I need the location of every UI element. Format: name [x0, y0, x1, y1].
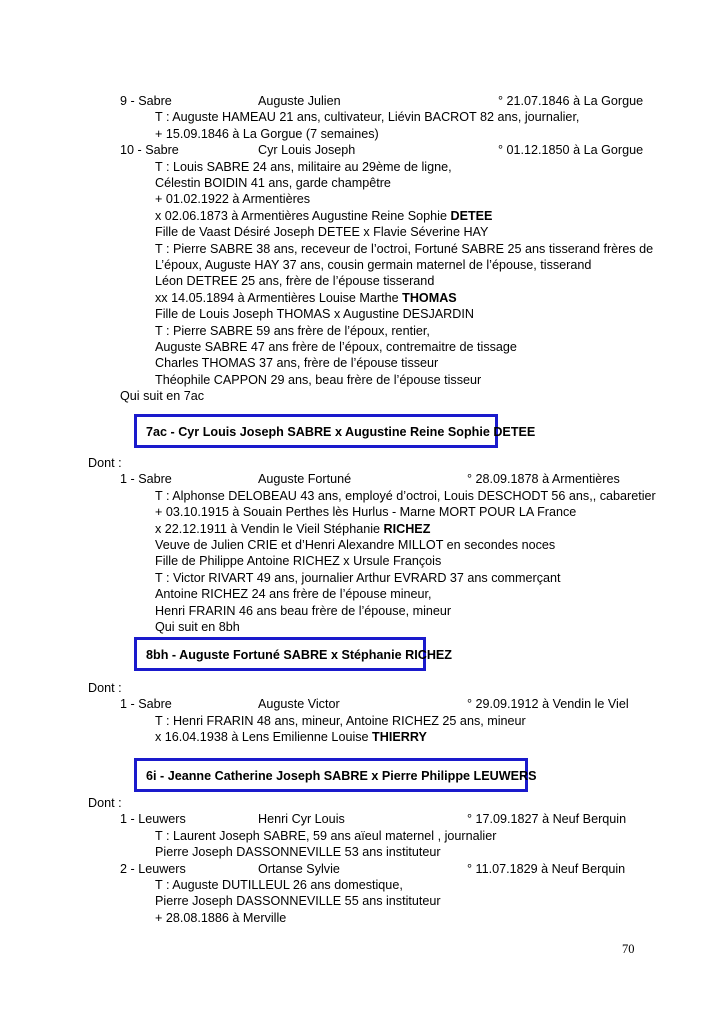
- line-text: + 28.08.1886 à Merville: [155, 910, 287, 925]
- entry-birth: ° 17.09.1827 à Neuf Berquin: [467, 812, 627, 827]
- text-line: [155, 844, 441, 860]
- line-text: T : Louis SABRE 24 ans, militaire au 29ème de ligne,: [155, 159, 452, 174]
- entry-number: 10 - Sabre: [120, 143, 179, 158]
- line-text: x 02.06.1873 à Armentières Augustine Reine Sophie: [155, 208, 451, 223]
- section-header-box: [134, 758, 537, 792]
- line-text: + 01.02.1922 à Armentières: [155, 192, 311, 207]
- text-line: [155, 306, 474, 322]
- text-line: [155, 713, 526, 729]
- entry-birth: ° 01.12.1850 à La Gorgue: [498, 143, 644, 158]
- entry-number: 9 - Sabre: [120, 94, 172, 108]
- entry-birth: ° 28.09.1878 à Armentières: [467, 472, 620, 487]
- line-text: Qui suit en 8bh: [155, 620, 240, 634]
- text-line: [155, 893, 441, 909]
- text-line: [155, 553, 441, 569]
- text-line: [88, 795, 122, 811]
- line-text: Charles THOMAS 37 ans, frère de l’épouse tisseur: [155, 356, 439, 371]
- section-header-box: [134, 637, 453, 671]
- line-text: Antoine RICHEZ 24 ans frère de l’épouse mineur,: [155, 587, 432, 602]
- text-line: [155, 877, 403, 893]
- spouse-surname: DETEE: [450, 208, 493, 223]
- text-line: [155, 504, 576, 520]
- page-number: 70: [622, 942, 635, 956]
- text-line: [155, 273, 434, 289]
- line-text: Fille de Louis Joseph THOMAS x Augustine DESJARDIN: [155, 307, 474, 322]
- line-text: Dont :: [88, 796, 122, 810]
- line-text: Théophile CAPPON 29 ans, beau frère de l’épouse tisseur: [155, 372, 482, 387]
- text-line: [88, 455, 122, 471]
- text-line: [155, 355, 438, 371]
- text-line: [155, 224, 488, 240]
- text-line: [155, 521, 430, 537]
- entry-given-names: Henri Cyr Louis: [258, 812, 345, 827]
- text-line: [155, 603, 451, 619]
- line-text: Fille de Vaast Désiré Joseph DETEE x Flavie Séverine HAY: [155, 225, 489, 240]
- spouse-surname: THIERRY: [372, 730, 427, 745]
- entry-number: 2 - Leuwers: [120, 861, 186, 876]
- line-text: + 15.09.1846 à La Gorgue (7 semaines): [155, 126, 379, 141]
- line-text: Veuve de Julien CRIE et d’Henri Alexandre MILLOT en secondes noces: [155, 538, 556, 552]
- line-text: Fille de Philippe Antoine RICHEZ x Ursule François: [155, 554, 442, 569]
- entry-given-names: Auguste Fortuné: [258, 472, 352, 487]
- line-text: Dont :: [88, 681, 122, 695]
- text-line: [155, 910, 286, 926]
- text-line: [155, 729, 427, 745]
- text-line: [155, 191, 310, 207]
- text-line: [155, 570, 561, 586]
- line-text: L’époux, Auguste HAY 37 ans, cousin germain maternel de l’épouse, tisserand: [155, 258, 592, 272]
- entry-given-names: Ortanse Sylvie: [258, 861, 340, 876]
- line-text: Pierre Joseph DASSONNEVILLE 55 ans instituteur: [155, 894, 441, 909]
- text-line: [155, 537, 555, 553]
- line-text: Auguste SABRE 47 ans frère de l’époux, contremaitre de tissage: [155, 340, 517, 354]
- section-header-box: [134, 414, 536, 448]
- entry-birth: ° 29.09.1912 à Vendin le Viel: [467, 697, 629, 712]
- text-line: [155, 619, 240, 635]
- line-text: Dont :: [88, 456, 122, 470]
- line-text: T : Auguste HAMEAU 21 ans, cultivateur, Liévin BACROT 82 ans, journalier,: [155, 110, 580, 125]
- line-text: Léon DETREE 25 ans, frère de l’épouse tisserand: [155, 274, 435, 289]
- text-line: [155, 175, 391, 191]
- entry-given-names: Auguste Julien: [258, 94, 341, 108]
- text-line: [155, 257, 591, 273]
- section-header-title: 7ac - Cyr Louis Joseph SABRE x Augustine Reine Sophie DETEE: [146, 425, 536, 439]
- line-text: T : Pierre SABRE 59 ans frère de l’époux, rentier,: [155, 323, 430, 338]
- text-line: [155, 339, 517, 355]
- text-line: [155, 323, 430, 339]
- line-text: Qui suit en 7ac: [120, 389, 205, 404]
- spouse-surname: THOMAS: [402, 290, 457, 305]
- line-text: Célestin BOIDIN 41 ans, garde champêtre: [155, 176, 391, 190]
- line-text: T : Laurent Joseph SABRE, 59 ans aïeul maternel , journalier: [155, 828, 497, 843]
- entry-given-names: Cyr Louis Joseph: [258, 143, 356, 158]
- text-line: [155, 488, 656, 504]
- text-line: [155, 241, 653, 257]
- entry-birth: ° 21.07.1846 à La Gorgue: [498, 94, 644, 108]
- text-line: [120, 388, 204, 404]
- text-line: [155, 159, 452, 175]
- line-text: T : Victor RIVART 49 ans, journalier Arthur EVRARD 37 ans commerçant: [155, 570, 561, 585]
- line-text: x 22.12.1911 à Vendin le Vieil Stéphanie: [155, 521, 384, 536]
- line-text: xx 14.05.1894 à Armentières Louise Marthe: [155, 290, 403, 305]
- line-text: T : Pierre SABRE 38 ans, receveur de l’octroi, Fortuné SABRE 25 ans tisserand frères de: [155, 241, 654, 256]
- text-line: [155, 290, 457, 306]
- entry-number: 1 - Sabre: [120, 472, 172, 487]
- text-line: [155, 126, 379, 142]
- line-text: x 16.04.1938 à Lens Emilienne Louise: [155, 730, 373, 745]
- line-text: T : Alphonse DELOBEAU 43 ans, employé d’octroi, Louis DESCHODT 56 ans,, cabaretier: [155, 488, 656, 503]
- line-text: Pierre Joseph DASSONNEVILLE 53 ans instituteur: [155, 845, 441, 860]
- line-text: T : Henri FRARIN 48 ans, mineur, Antoine RICHEZ 25 ans, mineur: [155, 713, 526, 728]
- section-header-title: 8bh - Auguste Fortuné SABRE x Stéphanie RICHEZ: [146, 648, 453, 662]
- entry-number: 1 - Leuwers: [120, 812, 186, 827]
- text-line: [155, 109, 579, 125]
- entry-given-names: Auguste Victor: [258, 697, 340, 712]
- line-text: + 03.10.1915 à Souain Perthes lès Hurlus - Marne MORT POUR LA France: [155, 505, 577, 520]
- text-line: [88, 680, 122, 696]
- entry-number: 1 - Sabre: [120, 697, 172, 712]
- text-line: [155, 372, 481, 388]
- line-text: Henri FRARIN 46 ans beau frère de l’épouse, mineur: [155, 603, 452, 618]
- section-header-title: 6i - Jeanne Catherine Joseph SABRE x Pierre Philippe LEUWERS: [146, 769, 537, 783]
- entry-birth: ° 11.07.1829 à Neuf Berquin: [467, 861, 626, 876]
- line-text: T : Auguste DUTILLEUL 26 ans domestique,: [155, 878, 403, 892]
- spouse-surname: RICHEZ: [383, 521, 431, 536]
- text-line: [155, 828, 496, 844]
- text-line: [155, 208, 492, 224]
- text-line: [155, 586, 432, 602]
